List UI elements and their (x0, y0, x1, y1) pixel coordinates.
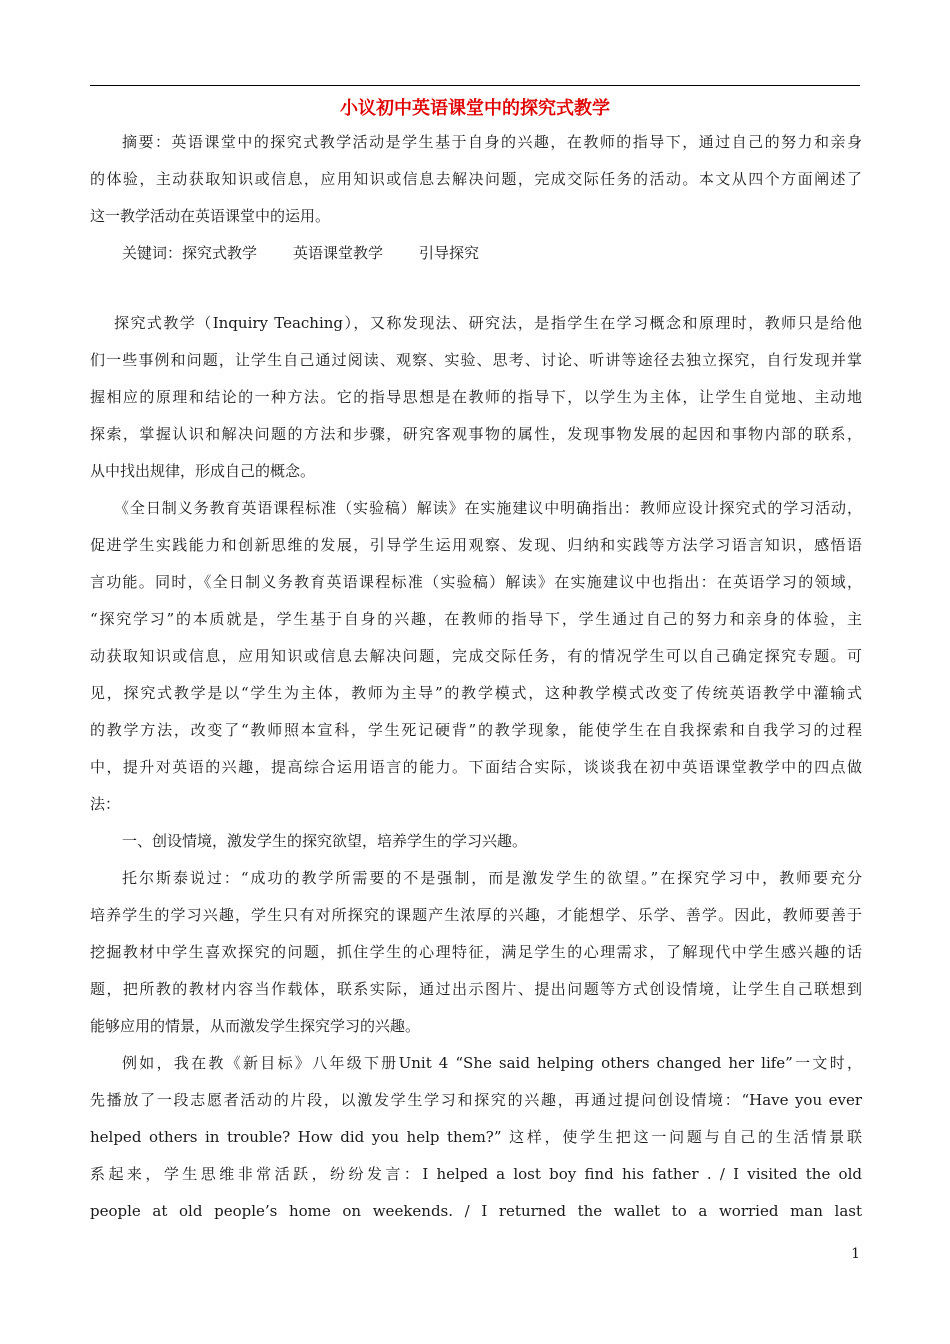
paragraph-line: 握相应的原理和结论的一种方法。它的指导思想是在教师的指导下，以学生为主体，让学生自觉地、主动地 (90, 388, 862, 406)
paragraph-tolstoy (90, 866, 862, 1039)
paragraph-line: 中，提升对英语的兴趣，提高综合运用语言的能力。下面结合实际，谈谈我在初中英语课堂教学中的四点做 (90, 758, 862, 776)
keywords-label: 关键词： (122, 244, 183, 262)
paragraph-line: 的教学方法，改变了“教师照本宣科，学生死记硬背”的教学现象，能使学生在自我探索和自我学习的过程 (90, 721, 862, 739)
keyword: 英语课堂教学 (293, 244, 384, 262)
keyword: 引导探究 (419, 244, 480, 262)
paragraph-line: 言功能。同时，《全日制义务教育英语课程标准（实验稿）解读》在实施建议中也指出：在英语学习的领域， (90, 573, 862, 591)
blank-line (90, 278, 862, 311)
abstract (90, 130, 862, 229)
paragraph-line: 探究式教学（Inquiry Teaching），又称发现法、研究法，是指学生在学习概念和原理时，教师只是给他 (114, 314, 862, 332)
paragraph-line: 托尔斯泰说过：“成功的教学所需要的不是强制，而是激发学生的欲望。”在探究学习中，教师要充分 (122, 869, 862, 887)
keyword: 探究式教学 (182, 244, 258, 262)
paragraph-line: 挖掘教材中学生喜欢探究的问题，抓住学生的心理特征，满足学生的心理需求，了解现代中学生感兴趣的话 (90, 943, 862, 961)
paragraph-line: 见，探究式教学是以“学生为主体，教师为主导”的教学模式，这种教学模式改变了传统英语教学中灌输式 (90, 684, 862, 702)
paragraph-line: 《全日制义务教育英语课程标准（实验稿）解读》在实施建议中明确指出：教师应设计探究式的学习活动， (114, 499, 862, 517)
abstract-line: 摘要：英语课堂中的探究式教学活动是学生基于自身的兴趣，在教师的指导下，通过自己的努力和亲身 (122, 133, 862, 151)
section-heading: 一、创设情境，激发学生的探究欲望，培养学生的学习兴趣。 (122, 832, 528, 850)
document-body (90, 130, 862, 1236)
paragraph-line: 例如，我在教《新目标》八年级下册Unit 4 “She said helping others changed her life”一文时， (122, 1054, 862, 1072)
paragraph-line: 系起来，学生思维非常活跃，纷纷发言：I helped a lost boy find his father . / I visited the old (90, 1165, 862, 1183)
paragraph-definition (90, 311, 862, 484)
paragraph-line: 从中找出规律，形成自己的概念。 (90, 462, 316, 480)
paragraph-line: 法： (90, 795, 121, 813)
header-rule (90, 85, 860, 86)
paragraph-line: 们一些事例和问题，让学生自己通过阅读、观察、实验、思考、讨论、听讲等途径去独立探究，自行发现并掌 (90, 351, 862, 369)
paragraph-line: helped others in trouble? How did you help them?” 这样，使学生把这一问题与自己的生活情景联 (90, 1128, 862, 1146)
paragraph-line: 先播放了一段志愿者活动的片段，以激发学生学习和探究的兴趣，再通过提问创设情境：“Have you ever (90, 1091, 862, 1109)
paragraph-line: 探索，掌握认识和解决问题的方法和步骤，研究客观事物的属性，发现事物发展的起因和事物内部的联系， (90, 425, 862, 443)
keywords-line (90, 241, 862, 266)
page-number: 1 (851, 1246, 860, 1262)
paragraph-example (90, 1051, 862, 1224)
paragraph-line: 促进学生实践能力和创新思维的发展，引导学生运用观察、发现、归纳和实践等方法学习语言知识，感悟语 (90, 536, 862, 554)
paragraph-line: “探究学习”的本质就是，学生基于自身的兴趣，在教师的指导下，学生通过自己的努力和亲身的体验，主 (90, 610, 862, 628)
paragraph-line: people at old people’s home on weekends. / I returned the wallet to a worried man last (90, 1202, 862, 1220)
paragraph-line: 能够应用的情景，从而激发学生探究学习的兴趣。 (90, 1017, 421, 1035)
paragraph-line: 题，把所教的教材内容当作载体，联系实际，通过出示图片、提出问题等方式创设情境，让学生自己联想到 (90, 980, 862, 998)
paragraph-line: 培养学生的学习兴趣，学生只有对所探究的课题产生浓厚的兴趣，才能想学、乐学、善学。因此，教师要善于 (90, 906, 862, 924)
abstract-line: 的体验，主动获取知识或信息，应用知识或信息去解决问题，完成交际任务的活动。本文从四个方面阐述了 (90, 170, 862, 188)
paragraph-line: 动获取知识或信息，应用知识或信息去解决问题，完成交际任务，有的情况学生可以自己确定探究专题。可 (90, 647, 862, 665)
abstract-line: 这一教学活动在英语课堂中的运用。 (90, 207, 331, 225)
paragraph-curriculum (90, 496, 862, 817)
document-title: 小议初中英语课堂中的探究式教学 (340, 98, 610, 119)
